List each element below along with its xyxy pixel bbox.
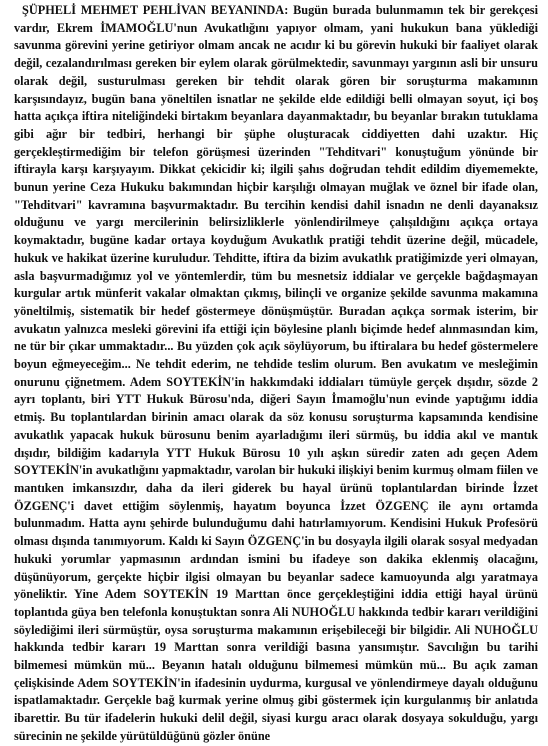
statement-heading: ŞÜPHELİ MEHMET PEHLİVAN BEYANINDA: [22,3,289,17]
document-page [14,2,538,743]
statement-paragraph [14,2,538,746]
statement-body: Bugün burada bulunmamın tek bir gerekçesi vardır, Ekrem İMAMOĞLU'nun Avukatlığını yapıyor olmam, yani hukukun bana yüklediği savunma görevini yerine getiriyor olmam ancak ne acıdır ki bu görevin hukuki bir faaliyet olarak değil, cezalandırılması gereken bir eylem olarak görülmektedir, savunmayı yargının asli bir unsuru olarak değil, susturulması gereken bir tehdit olarak gören bir soruşturma makamının karşısındayız, bugün bana yöneltilen isnatlar ne şekilde elde edildiği belli olmayan soyut, içi boş hatta açıkça iftira niteliğindeki birtakım beyanlara dayanmaktadır, bu beyanlar bırakın tutuklama gibi ağır bir tedbiri, herhangi bir şüphe oluşturacak ciddiyetten dahi uzaktır. Hiç gerçekleştirmediğim bir telefon görüşmesi üzerinden "Tehditvari" konuştuğum yönünde bir iftirayla karşı karşıyayım. Dikkat çekicidir ki; ilgili şahıs doğrudan tehdit edildim diyememekte, bunun yerine Ceza Hukuku bakımından hiçbir karşılığı olmayan muğlak ve öznel bir ifade olan, "Tehditvari" kavramına başvurmaktadır. Bu tercihin kendisi dahil isnadın ne denli dayanaksız olduğunu ve yargı mercilerinin belirsizliklerle yönlendirilmeye çalışıldığını açıkça ortaya koymaktadır, bugüne kadar ortaya koyduğum Avukatlık pratiği tehdit üzerine değil, mücadele, hukuk ve hakikat üzerine kuruludur. Tehditte, iftira da bizim avukatlık pratiğimizde yeri olmayan, asla başvurmadığımız yol ve yöntemlerdir, tüm bu mesnetsiz iddialar ve gerçekle bağdaşmayan kurgular artık münferit vakalar olmaktan çıkmış, bilinçli ve organize şekilde savunma makamına yöneltilmiş, sistematik bir hedef göstermeye dönüşmüştür. Buradan açıkça sormak isterim, bir avukatın yalnızca mesleki görevini ifa ettiği için böylesine planlı biçimde hedef alınmasından kim, ne tür bir çıkar ummaktadır... Bu yüzden çok açık söylüyorum, bu iftiralara bu hedef göstermelere boyun eğmeyeceğim... Ne tehdit ederim, ne tehdide teslim olurum. Ben avukatım ve mesleğimin onurunu çiğnetmem. Adem SOYTEKİN'in hakkımdaki iddiaları tümüyle gerçek dışıdır, sözde 2 ayrı toplantı, biri YTT Hukuk Bürosu'nda, diğeri Sayın İmamoğlu'nun evinde yaptığımı iddia etmiş. Bu toplantılardan birinin amacı olarak da söz konusu soruşturma kapsamında kendisine avukatlık yapacak hukuk bürosunu benim ayarladığımı ileri sürmüş, bu iddia akıl ve mantık dışıdır, bildiğim kadarıyla YTT Hukuk Bürosu 10 yılı aşkın süredir zaten adı geçen Adem SOYTEKİN'in avukatlığını yapmaktadır, varolan bir hukuki ilişkiyi benim kurmuş olmam fiilen ve mantıken imkansızdır, daha da ileri giderek bu hayal ürünü toplantılardan birinde İzzet ÖZGENÇ'i davet ettiğim söylenmiş, hayatım boyunca İzzet ÖZGENÇ ile aynı ortamda bulunmadım. Hatta aynı şehirde bulunduğumu dahi hatırlamıyorum. Kendisini Hukuk Profesörü olması dışında tanımıyorum. Kaldı ki Sayın ÖZGENÇ'in bu dosyayla ilgili olarak sosyal medyadan hukuki yorumlar yapmasının ardından ismini bu ifadeye son dakika eklenmiş olacağını, düşünüyorum, gerçekte hiçbir ilgisi olmayan bu beyanlar sadece kamuoyunda algı yaratmaya yöneliktir. Yine Adem SOYTEKİN 19 Marttan önce gerçekleştiğini iddia ettiği hayal ürünü toplantıda güya ben telefonla konuştuktan sonra Ali NUHOĞLU hakkında tedbir kararı verildiğini söylediğimi ileri sürmüştür, oysa soruşturma makamının erişebileceği bir bilgidir. Ali NUHOĞLU hakkında tedbir kararı 19 Marttan sonra verildiği basına yansımıştır. Savcılığın bu tarihi bilmemesi mümkün mü... Beyanın hatalı olduğunu bilmemesi mümkün mü... Bu açık zaman çelişkisinde Adem SOYTEKİN'in ifadesinin uydurma, kurgusal ve yönlendirmeye dayalı olduğunu ispatlamaktadır. Gerçekle bağ kurmak yerine olmuş gibi göstermek için kurgulanmış bir anlatıda ibarettir. Bu tür ifadelerin hukuki delil değil, siyasi kurgu aracı olarak dosyaya sokulduğu, yargı sürecinin ne şekilde yürütüldüğünü gözler önüne [14,3,538,743]
